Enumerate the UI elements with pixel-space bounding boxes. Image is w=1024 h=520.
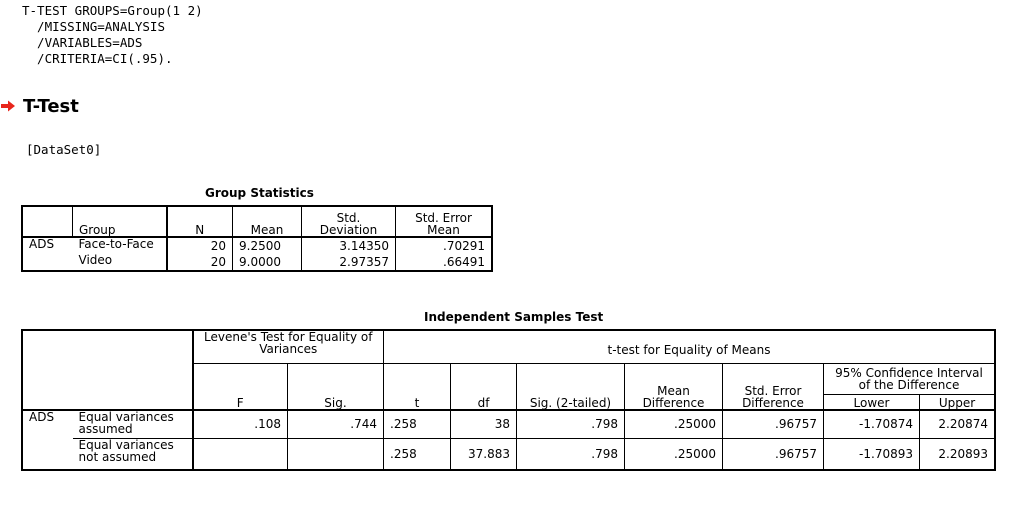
cell-std-error-difference: .96757 — [723, 410, 824, 439]
header-blank — [73, 364, 193, 410]
header-blank — [23, 331, 73, 364]
header-blank — [23, 364, 73, 410]
cell-f — [193, 439, 288, 470]
header-mean-difference: Mean Difference — [625, 364, 723, 410]
cell-sig-2-tailed: .798 — [517, 439, 625, 470]
cell-mean-difference: .25000 — [625, 439, 723, 470]
cell-upper: 2.20874 — [920, 410, 995, 439]
cell-mean: 9.2500 — [233, 237, 302, 254]
independent-samples-table — [22, 330, 995, 470]
header-sig-2-tailed: Sig. (2-tailed) — [517, 364, 625, 410]
header-group: Group — [73, 207, 167, 237]
header-f: F — [193, 364, 288, 410]
cell-f: .108 — [193, 410, 288, 439]
variable-label-blank — [23, 439, 73, 470]
cell-sig: .744 — [288, 410, 384, 439]
variable-label: ADS — [23, 237, 73, 254]
independent-samples-title: Independent Samples Test — [424, 310, 604, 324]
header-n: N — [167, 207, 233, 237]
cell-sig-2-tailed: .798 — [517, 410, 625, 439]
cell-sd: 2.97357 — [302, 254, 396, 271]
cell-t: .258 — [384, 439, 451, 470]
cell-mean: 9.0000 — [233, 254, 302, 271]
cell-sd: 3.14350 — [302, 237, 396, 254]
cell-n: 20 — [167, 237, 233, 254]
cell-t: .258 — [384, 410, 451, 439]
syntax-line: /VARIABLES=ADS — [22, 35, 143, 50]
syntax-block — [22, 3, 203, 67]
page-title: T-Test — [23, 96, 79, 117]
cell-mean-difference: .25000 — [625, 410, 723, 439]
header-std-error-mean: Std. Error Mean — [396, 207, 492, 237]
header-confidence-interval: 95% Confidence Interval of the Difference — [824, 364, 995, 395]
header-df: df — [451, 364, 517, 410]
header-sig: Sig. — [288, 364, 384, 410]
arrow-right-icon — [0, 100, 16, 112]
header-upper: Upper — [920, 395, 995, 410]
group-label: Video — [73, 254, 167, 271]
header-levene: Levene's Test for Equality of Variances — [193, 331, 384, 364]
syntax-line: T-TEST GROUPS=Group(1 2) — [22, 3, 203, 18]
cell-lower: -1.70893 — [824, 439, 920, 470]
cell-sig — [288, 439, 384, 470]
header-blank — [73, 331, 193, 364]
cell-df: 38 — [451, 410, 517, 439]
cell-se: .70291 — [396, 237, 492, 254]
row-label: Equal variances assumed — [73, 410, 193, 439]
group-label: Face-to-Face — [73, 237, 167, 254]
cell-n: 20 — [167, 254, 233, 271]
row-label: Equal variances not assumed — [73, 439, 193, 470]
header-std-deviation: Std. Deviation — [302, 207, 396, 237]
cell-se: .66491 — [396, 254, 492, 271]
header-std-error-difference: Std. Error Difference — [723, 364, 824, 410]
header-t-test: t-test for Equality of Means — [384, 331, 995, 364]
group-statistics-table — [22, 206, 492, 271]
syntax-line: /MISSING=ANALYSIS — [22, 19, 165, 34]
group-statistics-title: Group Statistics — [205, 186, 314, 200]
header-blank — [23, 207, 73, 237]
dataset-label: [DataSet0] — [26, 142, 102, 157]
cell-upper: 2.20893 — [920, 439, 995, 470]
cell-lower: -1.70874 — [824, 410, 920, 439]
syntax-line: /CRITERIA=CI(.95). — [22, 51, 173, 66]
variable-label: ADS — [23, 410, 73, 439]
header-t: t — [384, 364, 451, 410]
cell-std-error-difference: .96757 — [723, 439, 824, 470]
header-lower: Lower — [824, 395, 920, 410]
cell-df: 37.883 — [451, 439, 517, 470]
variable-label-blank — [23, 254, 73, 271]
header-mean: Mean — [233, 207, 302, 237]
